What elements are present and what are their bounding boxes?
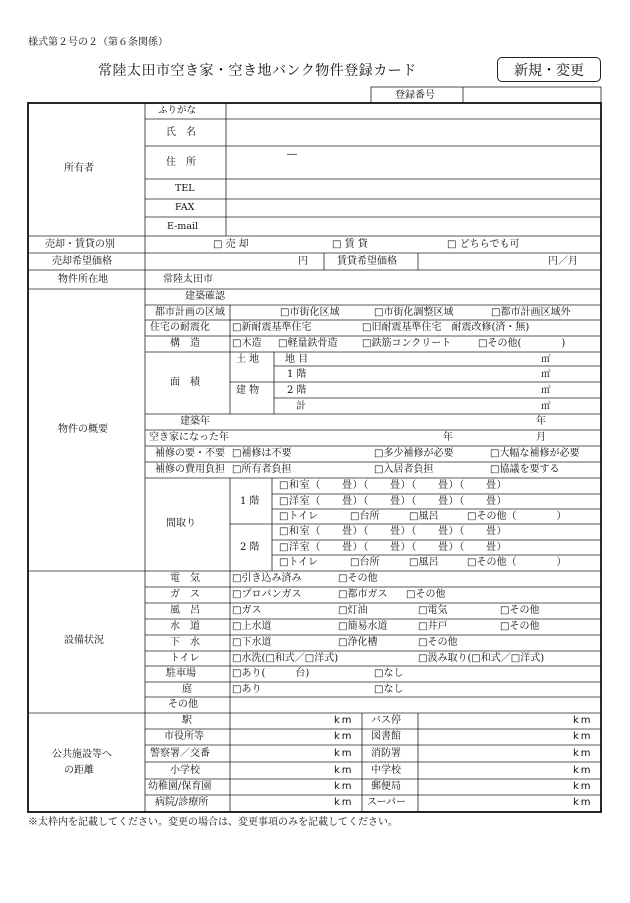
parking-option[interactable]: □なし: [374, 668, 404, 679]
km-unit: km: [573, 765, 593, 776]
structure-option[interactable]: □軽量鉄骨造: [278, 338, 338, 349]
distance-section-label: 公共施設等へ: [52, 749, 112, 760]
repair-option[interactable]: □大幅な補修が必要: [490, 448, 580, 459]
distance-fire-station-label: 消防署: [371, 748, 401, 759]
km-unit: km: [334, 748, 354, 759]
km-unit: km: [573, 715, 593, 726]
building-floor2-label: 2 階: [287, 385, 307, 396]
building-confirmation-label: 建築確認: [185, 291, 225, 302]
km-unit: km: [334, 765, 354, 776]
floor2-toilet[interactable]: □トイレ: [279, 557, 318, 568]
furigana-label: ふりがな: [158, 105, 197, 116]
distance-city-hall-label: 市役所等: [164, 731, 204, 742]
property-section-label: 物件の概要: [58, 424, 108, 435]
sewer-option[interactable]: □その他: [418, 637, 458, 648]
distance-post-office-label: 郵便局: [371, 781, 401, 792]
rent-price-unit: 円／月: [548, 256, 578, 267]
sale-option-either[interactable]: □ どちらでも可: [447, 239, 520, 250]
km-unit: km: [573, 781, 593, 792]
address-label: 住 所: [166, 157, 196, 168]
sale-price-label: 売却希望価格: [52, 256, 112, 267]
seismic-label: 住宅の耐震化: [150, 322, 210, 333]
repair-cost-option[interactable]: □協議を要する: [490, 464, 560, 475]
registration-number-label: 登録番号: [395, 90, 435, 101]
toilet-label: トイレ: [170, 653, 200, 664]
structure-option[interactable]: □その他( ): [478, 338, 566, 349]
water-option[interactable]: □上水道: [232, 621, 272, 632]
sale-price-unit: 円: [298, 256, 308, 267]
sewer-option[interactable]: □下水道: [232, 637, 272, 648]
built-year-unit: 年: [536, 416, 546, 427]
area-label: 面 積: [170, 377, 200, 388]
distance-bus-stop-label: バス停: [371, 715, 401, 726]
built-year-label: 建築年: [180, 416, 210, 427]
seismic-option[interactable]: □新耐震基準住宅: [232, 322, 312, 333]
water-option[interactable]: □井戸: [418, 621, 448, 632]
electricity-option[interactable]: □引き込み済み: [232, 573, 302, 584]
repair-need-label: 補修の要・不要: [155, 448, 225, 459]
land-category-label: 地 目: [285, 354, 309, 365]
city-planning-option[interactable]: □市街化調整区域: [374, 307, 454, 318]
repair-cost-option[interactable]: □入居者負担: [374, 464, 434, 475]
distance-kindergarten-label: 幼稚園/保育園: [148, 781, 212, 792]
gas-option[interactable]: □プロパンガス: [232, 589, 302, 600]
distance-station-label: 駅: [182, 715, 192, 726]
bath-option[interactable]: □その他: [500, 605, 540, 616]
distance-elementary-label: 小学校: [170, 765, 200, 776]
distance-junior-high-label: 中学校: [371, 765, 401, 776]
repair-option[interactable]: □補修は不要: [232, 448, 292, 459]
structure-option[interactable]: □鉄筋コンクリート: [362, 338, 452, 349]
bath-label: 風 呂: [170, 605, 200, 616]
km-unit: km: [334, 781, 354, 792]
structure-option[interactable]: □木造: [232, 338, 262, 349]
distance-hospital-label: 病院/診療所: [155, 797, 209, 808]
name-label: 氏 名: [166, 127, 196, 138]
bath-option[interactable]: □電気: [418, 605, 448, 616]
floor1-bath[interactable]: □風呂: [409, 511, 439, 522]
tel-label: TEL: [175, 183, 195, 194]
form-number: 様式第２号の２（第６条関係）: [28, 37, 168, 48]
facilities-other-label: その他: [168, 699, 198, 710]
new-change-badge: 新規・変更: [497, 57, 601, 82]
facilities-section-label: 設備状況: [64, 635, 104, 646]
floor2-kitchen[interactable]: □台所: [350, 557, 380, 568]
owner-section-label: 所有者: [64, 163, 94, 174]
parking-label: 駐車場: [166, 668, 196, 679]
floor1-other[interactable]: □その他（ ）: [467, 511, 567, 522]
floor1-western-rooms[interactable]: □洋室（ 畳）（ 畳）（ 畳）（ 畳）: [279, 496, 508, 507]
km-unit: km: [334, 715, 354, 726]
floor1-toilet[interactable]: □トイレ: [279, 511, 318, 522]
city-planning-option[interactable]: □都市計画区域外: [491, 307, 571, 318]
gas-label: ガ ス: [170, 589, 200, 600]
bath-option[interactable]: □ガス: [232, 605, 262, 616]
km-unit: km: [573, 731, 593, 742]
water-option[interactable]: □簡易水道: [338, 621, 388, 632]
vacant-year-unit: 年: [443, 432, 453, 443]
distance-police-label: 警察署／交番: [150, 748, 210, 759]
land-label: 土 地: [236, 354, 260, 365]
electricity-label: 電 気: [170, 573, 200, 584]
postal-dash: ―: [287, 149, 297, 160]
floor1-label: 1 階: [240, 496, 260, 507]
location-label: 物件所在地: [58, 274, 108, 285]
building-floor1-label: 1 階: [287, 369, 307, 380]
email-label: E-mail: [167, 221, 199, 232]
sale-option-sell[interactable]: □ 売 却: [213, 239, 249, 250]
fax-label: FAX: [175, 202, 195, 213]
distance-library-label: 図書館: [371, 731, 401, 742]
gas-option[interactable]: □都市ガス: [338, 589, 388, 600]
toilet-option[interactable]: □汲み取り(□和式／□洋式): [418, 653, 545, 664]
water-option[interactable]: □その他: [500, 621, 540, 632]
building-total-label: 計: [296, 401, 306, 412]
garden-label: 庭: [182, 684, 192, 695]
floor2-western-rooms[interactable]: □洋室（ 畳）（ 畳）（ 畳）（ 畳）: [279, 542, 508, 553]
electricity-option[interactable]: □その他: [338, 573, 378, 584]
page-title: 常陸太田市空き家・空き地バンク物件登録カード: [98, 63, 417, 79]
floor-plan-label: 間取り: [166, 518, 196, 529]
footnote: ※太枠内を記載してください。変更の場合は、変更事項のみを記載してください。: [28, 817, 398, 828]
floor2-bath[interactable]: □風呂: [409, 557, 439, 568]
rent-price-label: 賃貸希望価格: [337, 256, 397, 267]
vacant-month-unit: 月: [536, 432, 546, 443]
distance-supermarket-label: スーパー: [367, 797, 406, 808]
m2-unit: ㎡: [541, 369, 551, 380]
floor2-japanese-rooms[interactable]: □和室（ 畳）（ 畳）（ 畳）（ 畳）: [279, 526, 508, 537]
repair-cost-option[interactable]: □所有者負担: [232, 464, 292, 475]
city-planning-option[interactable]: □市街化区域: [280, 307, 340, 318]
km-unit: km: [334, 731, 354, 742]
km-unit: km: [334, 797, 354, 808]
sewer-option[interactable]: □浄化槽: [338, 637, 378, 648]
seismic-option[interactable]: □旧耐震基準住宅 耐震改修(済・無): [362, 322, 530, 333]
sale-option-rent[interactable]: □ 賃 貸: [332, 239, 368, 250]
floor2-label: 2 階: [240, 542, 260, 553]
garden-option[interactable]: □なし: [374, 684, 404, 695]
building-label: 建 物: [236, 385, 260, 396]
repair-cost-label: 補修の費用負担: [155, 464, 225, 475]
distance-section-label-line2: の距離: [64, 765, 94, 776]
gas-option[interactable]: □その他: [406, 589, 446, 600]
km-unit: km: [573, 797, 593, 808]
garden-option[interactable]: □あり: [232, 684, 262, 695]
sale-type-label: 売却・賃貸の別: [45, 239, 115, 250]
vacant-year-label: 空き家になった年: [149, 432, 229, 443]
m2-unit: ㎡: [541, 385, 551, 396]
city-planning-label: 都市計画の区域: [155, 307, 225, 318]
m2-unit: ㎡: [541, 401, 551, 412]
floor1-japanese-rooms[interactable]: □和室（ 畳）（ 畳）（ 畳）（ 畳）: [279, 480, 508, 491]
water-label: 水 道: [170, 621, 200, 632]
floor1-kitchen[interactable]: □台所: [350, 511, 380, 522]
bath-option[interactable]: □灯油: [338, 605, 368, 616]
m2-unit: ㎡: [541, 354, 551, 365]
toilet-option[interactable]: □水洗(□和式／□洋式): [232, 653, 339, 664]
repair-option[interactable]: □多少補修が必要: [374, 448, 454, 459]
location-value: 常陸太田市: [163, 274, 213, 285]
floor2-other[interactable]: □その他（ ）: [467, 557, 567, 568]
km-unit: km: [573, 748, 593, 759]
sewer-label: 下 水: [170, 637, 200, 648]
structure-label: 構 造: [170, 338, 200, 349]
parking-option[interactable]: □あり( 台): [232, 668, 310, 679]
